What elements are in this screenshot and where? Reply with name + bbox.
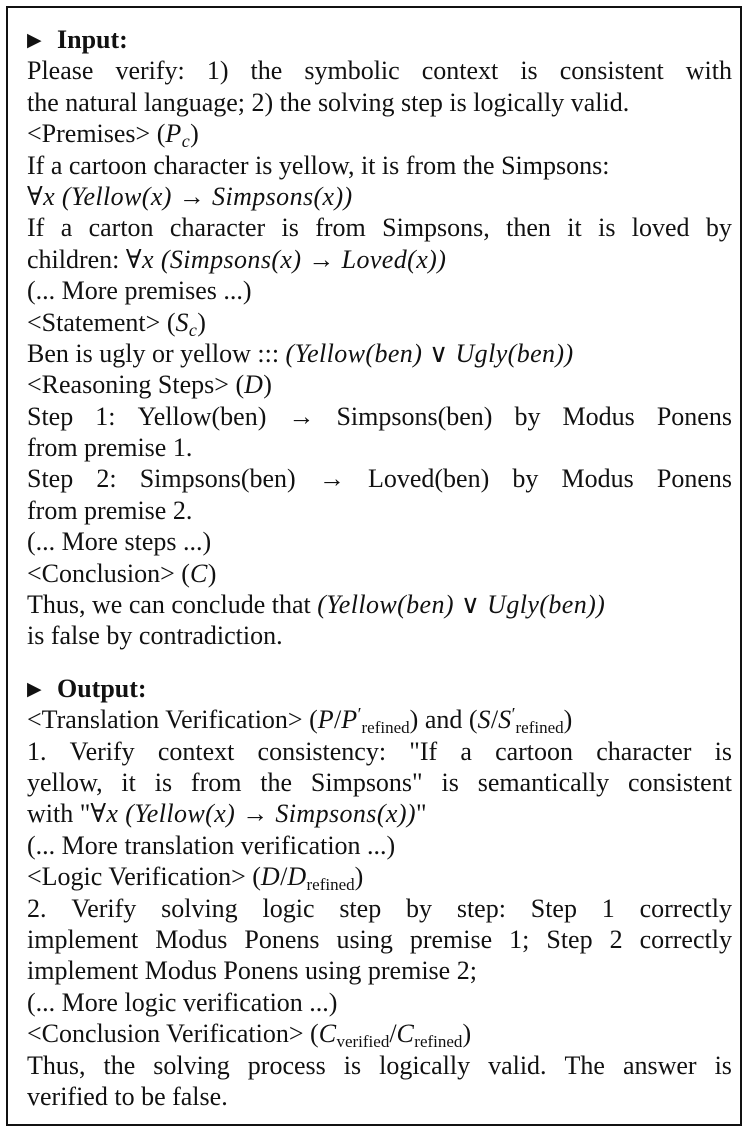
- word: solving: [161, 893, 238, 923]
- word: it: [567, 213, 582, 243]
- word: Verify: [69, 736, 135, 766]
- logic-2-line-3: implement Modus Ponens using premise 2;: [27, 956, 477, 986]
- final-line-1: [27, 1050, 732, 1081]
- conclusion-verification-tag-line: [27, 1018, 732, 1052]
- word: →: [318, 464, 345, 494]
- word: "If: [409, 736, 438, 766]
- word: verify:: [115, 56, 185, 86]
- reasoning-tag-line: <Reasoning Steps> (D): [27, 370, 272, 400]
- word: Simpsons(ben): [139, 464, 296, 494]
- word: Ponens: [244, 924, 320, 954]
- word: character: [596, 736, 692, 766]
- translation-tag: <Translation Verification>: [27, 705, 303, 735]
- prompt-content: [27, 24, 732, 1112]
- word: solving: [153, 1050, 230, 1080]
- logic-tag: <Logic Verification>: [27, 862, 246, 892]
- statement-symbol: $S_c$: [175, 307, 198, 340]
- word: 2: [609, 924, 623, 954]
- premises-tag: <Premises>: [27, 119, 151, 149]
- input-header-label: Input:: [57, 25, 128, 54]
- word: character: [169, 213, 266, 243]
- word: by: [406, 893, 433, 923]
- output-header-label: Output:: [57, 673, 147, 703]
- word: Loved(ben): [367, 464, 490, 494]
- word: process: [247, 1050, 326, 1080]
- word: valid.: [488, 1050, 547, 1080]
- word: Thus,: [27, 1050, 86, 1080]
- triangle-right-icon: ▶: [27, 678, 42, 700]
- word: consistent: [627, 767, 732, 797]
- word: using: [336, 924, 393, 954]
- translation-formula: ∀x (Yellow(x) → Simpsons(x)): [90, 799, 416, 829]
- word: Modus: [155, 924, 228, 954]
- prompt-box: [6, 6, 742, 1126]
- word: symbolic: [304, 56, 400, 86]
- output-header: [27, 673, 732, 704]
- logic-2-line-1: [27, 893, 732, 924]
- premise-1-text: If a cartoon character is yellow, it is from the Simpsons:: [27, 150, 610, 180]
- word: correctly: [639, 924, 732, 954]
- translation-symbols: $(P/P'_{refined})$ and $(S/S'_{refined})$: [309, 704, 573, 738]
- word: 1.: [27, 736, 47, 766]
- word: it: [121, 767, 136, 797]
- reasoning-symbol: D: [244, 370, 264, 400]
- statement-tag: <Statement>: [27, 307, 161, 337]
- word: If: [27, 213, 45, 243]
- word: is: [520, 56, 538, 86]
- word: Modus: [562, 401, 635, 431]
- word: is: [441, 767, 459, 797]
- word: then: [506, 213, 551, 243]
- word: Verify: [71, 893, 137, 923]
- word: consistency:: [257, 736, 387, 766]
- final-line-2: verified to be false.: [27, 1081, 228, 1111]
- word: →: [288, 401, 315, 431]
- word: cartoon: [495, 736, 574, 766]
- word: by: [705, 213, 732, 243]
- word: is: [343, 1050, 362, 1080]
- word: is: [714, 1050, 732, 1080]
- word: consistent: [559, 56, 664, 86]
- instruction-line-1: [27, 55, 732, 86]
- word: is: [281, 213, 299, 243]
- word: Step: [546, 924, 593, 954]
- word: is: [598, 213, 616, 243]
- word: is: [714, 736, 732, 766]
- word: carton: [88, 213, 154, 243]
- more-translation: (... More translation verification ...): [27, 830, 396, 860]
- word: The: [564, 1050, 605, 1080]
- word: from: [315, 213, 366, 243]
- word: implement: [27, 924, 139, 954]
- logic-tag-line: [27, 861, 732, 895]
- step-1-line-2: from premise 1.: [27, 433, 193, 463]
- logic-symbols: $(D/D_{refined})$: [252, 862, 364, 895]
- more-logic: (... More logic verification ...): [27, 987, 338, 1017]
- word: by: [512, 464, 539, 494]
- translation-tag-line: [27, 704, 732, 738]
- word: a: [60, 213, 73, 243]
- translation-1-line-2: [27, 767, 732, 798]
- word: semantically: [477, 767, 610, 797]
- word: Simpsons(ben): [336, 401, 493, 431]
- more-steps: (... More steps ...): [27, 527, 212, 557]
- word: 2:: [96, 464, 117, 494]
- word: a: [460, 736, 472, 766]
- word: correctly: [639, 893, 732, 923]
- word: with: [685, 56, 732, 86]
- word: 1:: [95, 401, 116, 431]
- translation-1-line-1: [27, 736, 732, 767]
- more-premises: (... More premises ...): [27, 276, 252, 306]
- word: Step: [27, 464, 74, 494]
- statement-line: Ben is ugly or yellow ::: (Yellow(ben) ∨ Ugly(ben)): [27, 338, 574, 368]
- premise-2-formula-line: children: ∀x (Simpsons(x) → Loved(x)): [27, 244, 447, 274]
- premise-2-text: [27, 212, 732, 243]
- word: Ponens: [656, 464, 732, 494]
- conclusion-symbol: C: [189, 558, 208, 588]
- word: the: [250, 56, 283, 86]
- step-1-line-1: [27, 401, 732, 432]
- conclusion-line-1: Thus, we can conclude that (Yellow(ben) ∨ Ugly(ben)): [27, 590, 606, 620]
- conclusion-tag: <Conclusion>: [27, 558, 175, 588]
- word: by: [514, 401, 541, 431]
- word: step: [339, 893, 382, 923]
- conclusion-formula: (Yellow(ben) ∨ Ugly(ben)): [317, 590, 606, 620]
- word: answer: [622, 1050, 697, 1080]
- conclusion-verification-symbols: $(C_{verified}/C_{refined})$: [310, 1019, 472, 1052]
- word: Please: [27, 56, 94, 86]
- word: 1: [601, 893, 615, 923]
- statement-tag-line: <Statement> $(S_c)$: [27, 307, 206, 340]
- word: premise: [409, 924, 493, 954]
- word: yellow,: [27, 767, 103, 797]
- translation-1-line-3: with "∀x (Yellow(x) → Simpsons(x))": [27, 799, 427, 829]
- word: Simpsons": [310, 767, 423, 797]
- conclusion-verification-tag: <Conclusion Verification>: [27, 1019, 304, 1049]
- instruction-text: the natural language; 2) the solving step is logically valid.: [27, 87, 630, 117]
- word: the: [260, 767, 293, 797]
- conclusion-line-2: is false by contradiction.: [27, 621, 283, 651]
- triangle-right-icon: ▶: [27, 30, 42, 51]
- word: logic: [262, 893, 315, 923]
- input-header: [27, 24, 732, 55]
- instruction-line-2: [27, 87, 732, 118]
- word: Ponens: [656, 401, 732, 431]
- word: 1): [206, 56, 229, 86]
- premise-2-formula: ∀x (Simpsons(x) → Loved(x)): [125, 244, 447, 274]
- word: context: [421, 56, 499, 86]
- step-2-line-1: [27, 463, 732, 494]
- word: 2.: [27, 893, 47, 923]
- statement-formula: (Yellow(ben) ∨ Ugly(ben)): [285, 338, 574, 368]
- premise-1-formula: ∀x (Yellow(x) → Simpsons(x)): [27, 181, 353, 211]
- word: the: [103, 1050, 136, 1080]
- word: loved: [631, 213, 690, 243]
- logic-2-line-2: [27, 924, 732, 955]
- word: Yellow(ben): [137, 401, 267, 431]
- premises-symbol: $P_c$: [165, 119, 191, 152]
- word: is: [154, 767, 173, 797]
- conclusion-tag-line: <Conclusion> (C): [27, 558, 217, 588]
- word: Simpsons,: [382, 213, 490, 243]
- word: context: [157, 736, 235, 766]
- word: Step: [27, 401, 74, 431]
- word: logically: [379, 1050, 471, 1080]
- word: Modus: [561, 464, 634, 494]
- word: from: [190, 767, 242, 797]
- reasoning-tag: <Reasoning Steps>: [27, 370, 229, 400]
- word: 1;: [509, 924, 530, 954]
- step-2-line-2: from premise 2.: [27, 495, 193, 525]
- premises-tag-line: <Premises> $(P_c)$: [27, 119, 199, 152]
- word: step:: [456, 893, 506, 923]
- word: Step: [530, 893, 577, 923]
